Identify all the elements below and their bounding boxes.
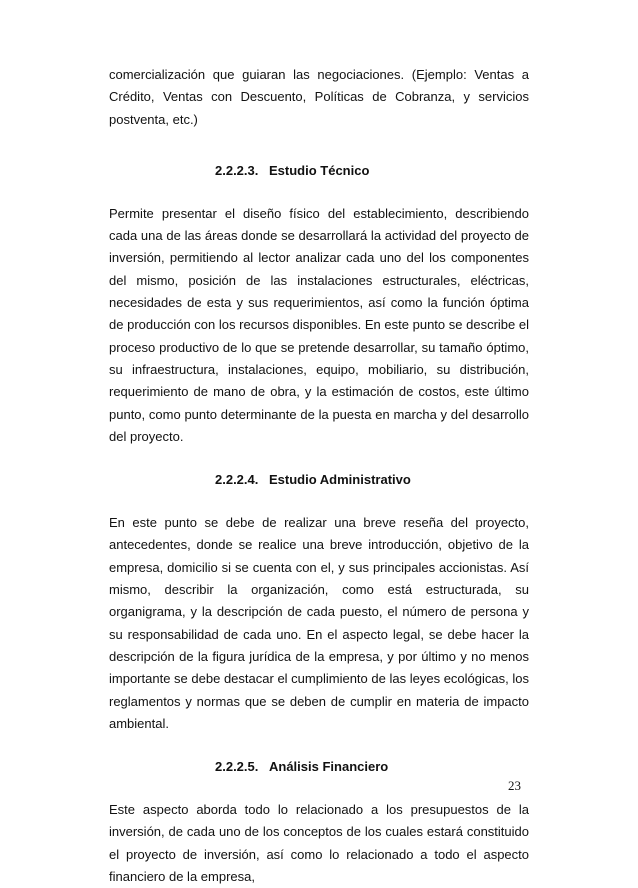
- section-title: Estudio Técnico: [269, 162, 370, 178]
- paragraph-estudio-administrativo: En este punto se debe de realizar una breve reseña del proyecto, antecedentes, donde se realice una breve introducción, objetivo de la empresa, domicilio si se cuenta con el, y sus principales accionistas. Así mismo, describir la organización, como está estructurada, su organigrama, y la descripción de cada puesto, el número de persona y su responsabilidad de cada uno. En el aspecto legal, se debe hacer la descripción de la figura jurídica de la empresa, y por último y no menos importante se debe destacar el cumplimiento de las leyes ecológicas, los reglamentos y normas que se deben de cumplir en materia de impacto ambiental.: [109, 515, 529, 731]
- section-number: 2.2.2.3.: [215, 162, 259, 178]
- section-heading-2-2-2-4: [109, 469, 529, 491]
- section-heading-2-2-2-3: [109, 160, 529, 182]
- section-title: Análisis Financiero: [269, 759, 389, 775]
- section-title: Estudio Administrativo: [269, 472, 411, 488]
- paragraph-analisis-financiero: Este aspecto aborda todo lo relacionado a los presupuestos de la inversión, de cada uno de los conceptos de los cuales estará constituido el proyecto de inversión, así como lo relacionado a todo el aspecto financiero de la empresa,: [109, 802, 529, 885]
- section-number: 2.2.2.5.: [215, 759, 259, 775]
- paragraph-estudio-tecnico: Permite presentar el diseño físico del establecimiento, describiendo cada una de las áreas donde se desarrollará la actividad del proyecto de inversión, permitiendo al lector analizar cada uno del los componentes del mismo, posición de las instalaciones estructurales, eléctricas, necesidades de esta y sus requerimientos, así como la función óptima de producción con los recursos disponibles. En este punto se describe el proceso productivo de lo que se pretende desarrollar, su tamaño óptimo, su infraestructura, instalaciones, equipo, mobiliario, su distribución, requerimiento de mano de obra, y la estimación de costos, este último punto, como punto determinante de la puesta en marcha y del desarrollo del proyecto.: [109, 205, 529, 444]
- document-page: [109, 64, 529, 888]
- paragraph-intro: comercialización que guiaran las negociaciones. (Ejemplo: Ventas a Crédito, Ventas con Descuento, Políticas de Cobranza, y servicios postventa, etc.): [109, 67, 529, 127]
- section-heading-2-2-2-5: [109, 756, 529, 778]
- section-number: 2.2.2.4.: [215, 472, 259, 488]
- page-number: 23: [508, 778, 521, 793]
